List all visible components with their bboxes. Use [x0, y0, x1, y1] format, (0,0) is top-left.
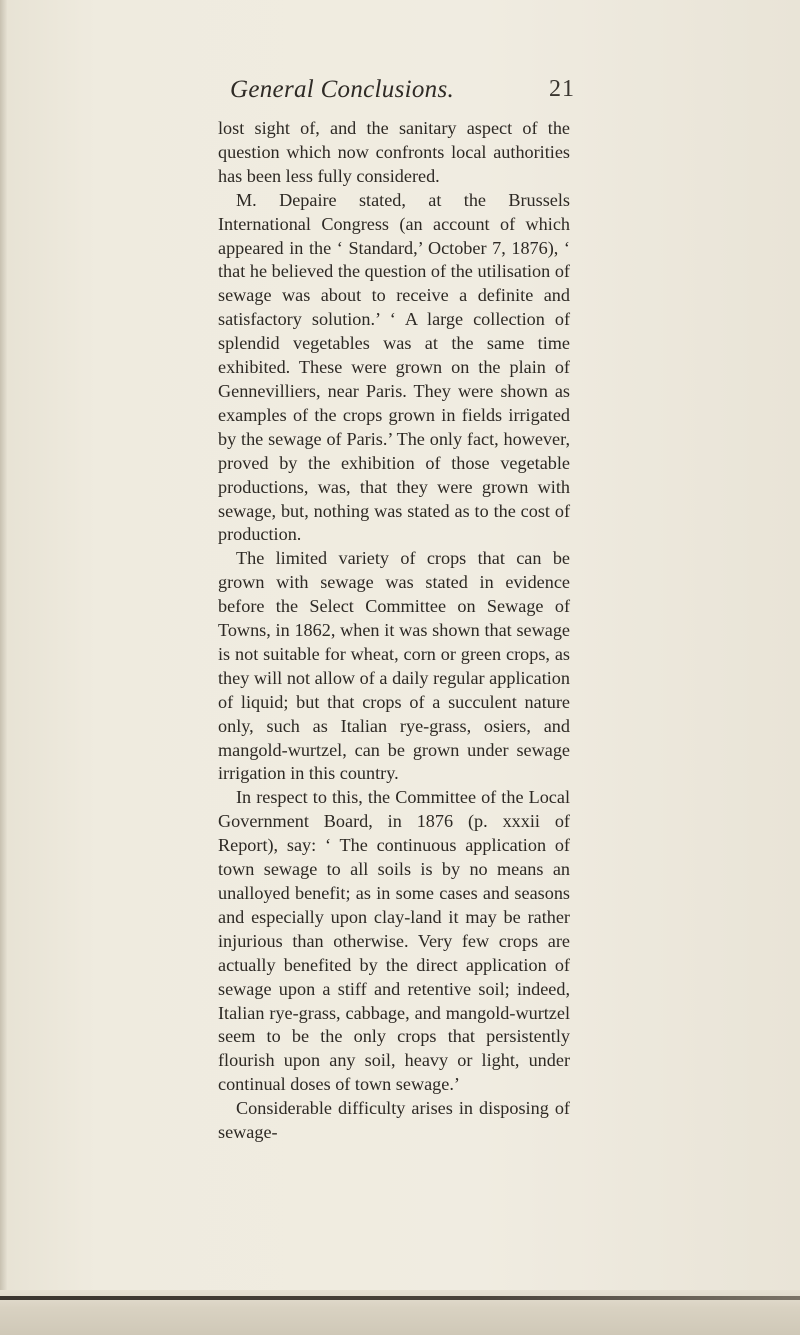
page-header — [0, 76, 800, 110]
page-gutter-edge — [0, 0, 7, 1335]
paragraph-crop-variety: The limited variety of crops that can be grown with sewage was stated in evidence before the Select Committee on Sewage of Towns, in 1862, when it was shown that sewage is not suitable for wheat, corn or green crops, as they will not allow of a daily regular application of liquid; but that crops of a succulent nature only, such as Italian rye-grass, osiers, and mangold-wurtzel, can be grown under sewage irrigation in this country. — [218, 548, 570, 784]
paragraph-local-government-board: In respect to this, the Committee of the Local Government Board, in 1876 (p. xxxii of Report), say: ‘ The continuous application of town sewage to all soils is by no means an unalloyed benefit; as in some cases and seasons and especially upon clay-land it may be rather injurious than otherwise. Very few crops are actually benefited by the direct application of sewage upon a stiff and retentive soil; indeed, Italian rye-grass, cabbage, and mangold-wurtzel seem to be the only crops that persistently flourish upon any soil, heavy or light, under continual doses of town sewage.’ — [218, 787, 570, 1095]
paragraph-depaire: M. Depaire stated, at the Brussels International Congress (an account of which appeared in the ‘ Standard,’ October 7, 1876), ‘ that he believed the question of the utilisation of sewage was about to receive a definite and satisfactory solution.’ ‘ A large collection of splendid vegetables was at the same time exhibited. These were grown on the plain of Gennevilliers, near Paris. They were shown as examples of the crops grown in fields irrigated by the sewage of Paris.’ The only fact, however, proved by the exhibition of those vegetable productions, was, that they were grown with sewage, but, nothing was stated as to the cost of production. — [218, 189, 570, 545]
running-head: General Conclusions. — [230, 76, 455, 103]
body-text — [218, 117, 570, 1145]
paragraph-continuation: lost sight of, and the sanitary aspect of the question which now confronts local authorities has been less fully considered. — [218, 118, 570, 186]
bottom-dark-rule — [0, 1296, 800, 1300]
paragraph-considerable-difficulty: Considerable difficulty arises in disposing of sewage- — [218, 1098, 570, 1143]
page-number: 21 — [549, 76, 575, 102]
